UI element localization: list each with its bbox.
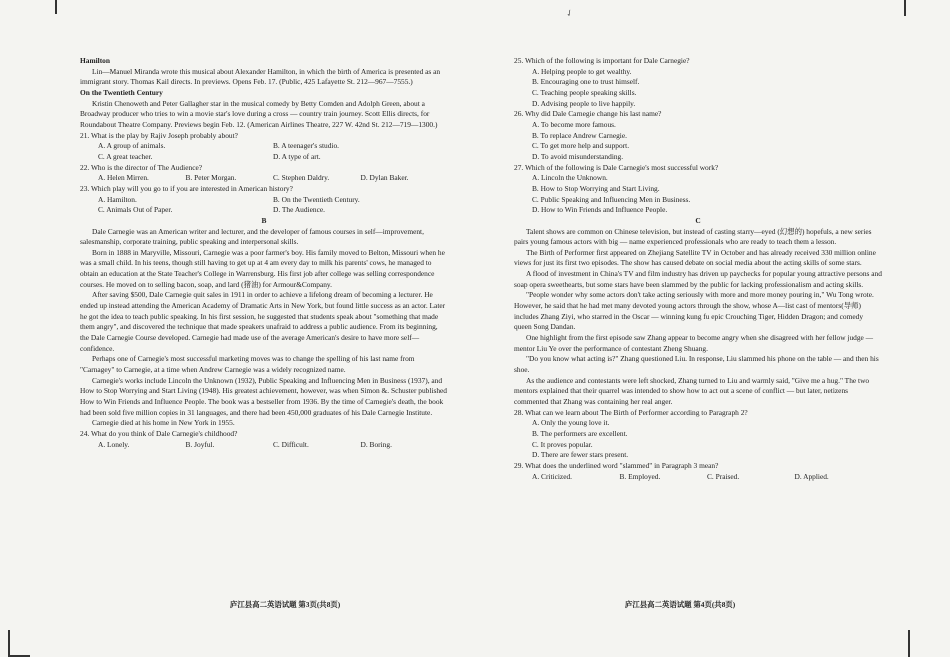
option-text: C. A great teacher.	[98, 151, 153, 161]
paragraph: Carnegie died at his home in New York in 1955.	[92, 418, 235, 428]
option-text: B. A teenager's studio.	[273, 141, 339, 151]
paragraph: As the audience and contestants were left shocked, Zhang turned to Liu and warmly said, "Give me a hug." The two mentors explained that their quarrel was intended to show how to act out a scene of conflict — but later, netizens commented that Zhang was containing her real anger.	[514, 375, 870, 406]
option-text: D. Boring.	[360, 439, 392, 449]
crop-mark-bottom-left	[8, 630, 10, 657]
option-text: C. Animals Out of Paper.	[98, 205, 173, 215]
paragraph: Born in 1888 in Maryville, Missouri, Carnegie was a poor farmer's boy. His family moved to Belton, Missouri when he was a small child. In his teens, though still having to get up at 4 am every day to milk his parents' cows, he managed to obtain an education at the State Teacher's College in Warrensburg. His first job after college was selling correspondence courses. He moved on to selling bacon, soap, and lard (猪油) for Armour&Company.	[80, 247, 445, 289]
section-title: Hamilton	[80, 56, 110, 65]
paragraph: A flood of investment in China's TV and film industry has driven up paychecks for popular young attractive persons and soap opera sweethearts, but some stars have been slammed by the public for lacking professionalism and acting skills.	[514, 269, 882, 289]
option-text: B. Peter Morgan.	[185, 173, 237, 183]
option-text: B. On the Twentieth Century.	[273, 194, 360, 204]
page-footer-left: 庐江县高二英语试题 第3页(共8页)	[230, 600, 341, 609]
paragraph: Perhaps one of Carnegie's most successful marketing moves was to change the spelling of his last name from "Carnagey" to Carnegie, at a time when Andrew Carnegie was a widely recognized name.	[80, 354, 415, 375]
option-text: D. Applied.	[794, 471, 829, 481]
section-title: On the Twentieth Century	[80, 87, 163, 97]
option-row	[514, 472, 882, 483]
paragraph: "Do you know what acting is?" Zhang questioned Liu. In response, Liu slammed his phone on the table — and then his shoe.	[514, 354, 879, 375]
paragraph: One highlight from the first episode saw Zhang appear to become angry when she disagreed with her fellow judge — mentor Liu Ye over the performance of contestant Zheng Shuang.	[514, 333, 874, 353]
option-text: A. A group of animals.	[98, 141, 166, 151]
option-text: A. Hamilton.	[98, 194, 137, 204]
option-text: B. Encouraging one to trust himself.	[532, 77, 640, 87]
option-text: C. Praised.	[707, 471, 740, 481]
paragraph: 22. Who is the director of The Audience?	[80, 162, 203, 172]
option-text: B. Joyful.	[185, 439, 215, 449]
paragraph: 28. What can we learn about The Birth of Performer according to Paragraph 2?	[514, 407, 748, 417]
option-row	[80, 440, 448, 451]
option-text: A. Lincoln the Unknown.	[532, 173, 608, 183]
option-text: A. Criticized.	[532, 471, 573, 481]
option-row	[80, 152, 448, 163]
option-text: D. There are fewer stars present.	[532, 450, 629, 460]
option-row	[80, 173, 448, 184]
option-text: D. A type of art.	[273, 151, 321, 161]
option-text: A. Only the young love it.	[532, 418, 610, 428]
paragraph: Carnegie's works include Lincoln the Unknown (1932), Public Speaking and Influencing Men in Business (1937), and How to Stop Worrying and Start Living (1948). His greatest achievement, however, was when Simon &. Schuster published How to Win Friends and Influence People. The book was a bestseller from 1936. By the time of Carnegie's death, the book had been sold five million copies in 31 languages, and there had been 450,000 graduates of his Dale Carnegie Institute.	[80, 375, 448, 417]
option-text: B. How to Stop Worrying and Start Living.	[532, 183, 660, 193]
option-text: D. Dylan Baker.	[360, 173, 409, 183]
paragraph: Lin—Manuel Miranda wrote this musical about Alexander Hamilton, in which the birth of America is presented as an immigrant story. Thomas Kail directs. In previews. Opens Feb. 17. (Public, 425 Lafayette St. 212—967—7555.)	[80, 66, 441, 87]
option-text: A. To become more famous.	[532, 119, 616, 129]
option-row	[80, 141, 448, 152]
crop-mark-bottom-right	[908, 630, 910, 657]
option-text: C. To get more help and support.	[532, 141, 630, 151]
paragraph: "People wonder why some actors don't take acting seriously with more and more money pouring in," Wu Tong wrote. However, he said that he had met many devoted young actors through the show, whose A—list cast of mentors(导师) includes Zhang Ziyi, who starred in the Oscar — winning kung fu epic Crouching Tiger, Hidden Dragon; and comedy queen Song Dandan.	[514, 290, 874, 332]
pen-mark: ✓	[563, 6, 576, 20]
paragraph: 29. What does the underlined word "slammed" in Paragraph 3 mean?	[514, 460, 719, 470]
option-text: A. Helping people to get wealthy.	[532, 66, 632, 76]
passage-label: C	[695, 215, 701, 225]
option-text: C. Difficult.	[273, 439, 309, 449]
option-text: D. Advising people to live happily.	[532, 98, 636, 108]
option-text: C. It proves popular.	[532, 439, 593, 449]
option-text: D. The Audience.	[273, 205, 325, 215]
option-text: C. Teaching people speaking skills.	[532, 87, 637, 97]
paragraph: After saving $500, Dale Carnegie quit sales in 1911 in order to achieve a lifelong dream of becoming a lecturer. He ended up instead attending the American Academy of Dramatic Arts in New York, but found little success as an actor. Later he got the idea to teach public speaking. In his first session, he suggested that students speak about "something that made them angry", and discovered the technique that made speakers unafraid to address a public audience. From its beginning, the Dale Carnegie Course developed. Carnegie had made use of the average American's desire to have more self—confidence.	[80, 290, 446, 353]
passage-label: B	[261, 215, 267, 225]
paragraph: 24. What do you think of Dale Carnegie's childhood?	[80, 428, 238, 438]
option-text: C. Public Speaking and Influencing Men in Business.	[532, 194, 691, 204]
page-right-column	[514, 56, 882, 482]
option-text: C. Stephen Daldry.	[273, 173, 330, 183]
option-text: B. Employed.	[619, 471, 661, 481]
paragraph: Dale Carnegie was an American writer and lecturer, and the developer of famous courses in self—improvement, salesmanship, corporate training, public speaking and interpersonal skills.	[80, 226, 424, 247]
paragraph: 27. Which of the following is Dale Carnegie's most successful work?	[514, 162, 719, 172]
paragraph: 25. Which of the following is important for Dale Carnegie?	[514, 56, 690, 65]
crop-mark-top-right	[904, 0, 906, 16]
crop-mark-top-left	[55, 0, 57, 14]
paragraph: Talent shows are common on Chinese television, but instead of casting starry—eyed (幻想的) hopefuls, a new series pairs young famous actors with big — name experienced professionals who are ready to teach them a lesson.	[514, 226, 872, 247]
paragraph: 23. Which play will you go to if you are interested in American history?	[80, 183, 293, 193]
option-text: D. How to Win Friends and Influence People.	[532, 205, 668, 215]
option-text: A. Lonely.	[98, 439, 130, 449]
option-text: D. To avoid misunderstanding.	[532, 151, 624, 161]
page-footer-right: 庐江县高二英语试题 第4页(共8页)	[625, 600, 736, 609]
option-text: A. Helen Mirren.	[98, 173, 149, 183]
paragraph: The Birth of Performer first appeared on Zhejiang Satellite TV in October and has already received 330 million online views for just its first two episodes. The show has caused debate on social media about the acting skills of some stars.	[514, 247, 876, 268]
option-text: B. The performers are excellent.	[532, 428, 628, 438]
option-text: B. To replace Andrew Carnegie.	[532, 130, 627, 140]
option-row	[80, 195, 448, 206]
paragraph: 21. What is the play by Rajiv Joseph probably about?	[80, 130, 238, 140]
option-row	[80, 205, 448, 216]
paragraph: 26. Why did Dale Carnegie change his last name?	[514, 109, 662, 119]
page-left-column	[80, 56, 448, 450]
paragraph: Kristin Chenoweth and Peter Gallagher star in the musical comedy by Betty Comden and Adolph Green, about a Broadway producer who tries to win a movie star's love during a cross — country train journey. Scott Ellis directs, for Roundabout Theatre Company. Previews begin Feb. 12. (American Airlines Theatre, 227 W. 42nd St. 212—719—1300.)	[80, 98, 438, 129]
